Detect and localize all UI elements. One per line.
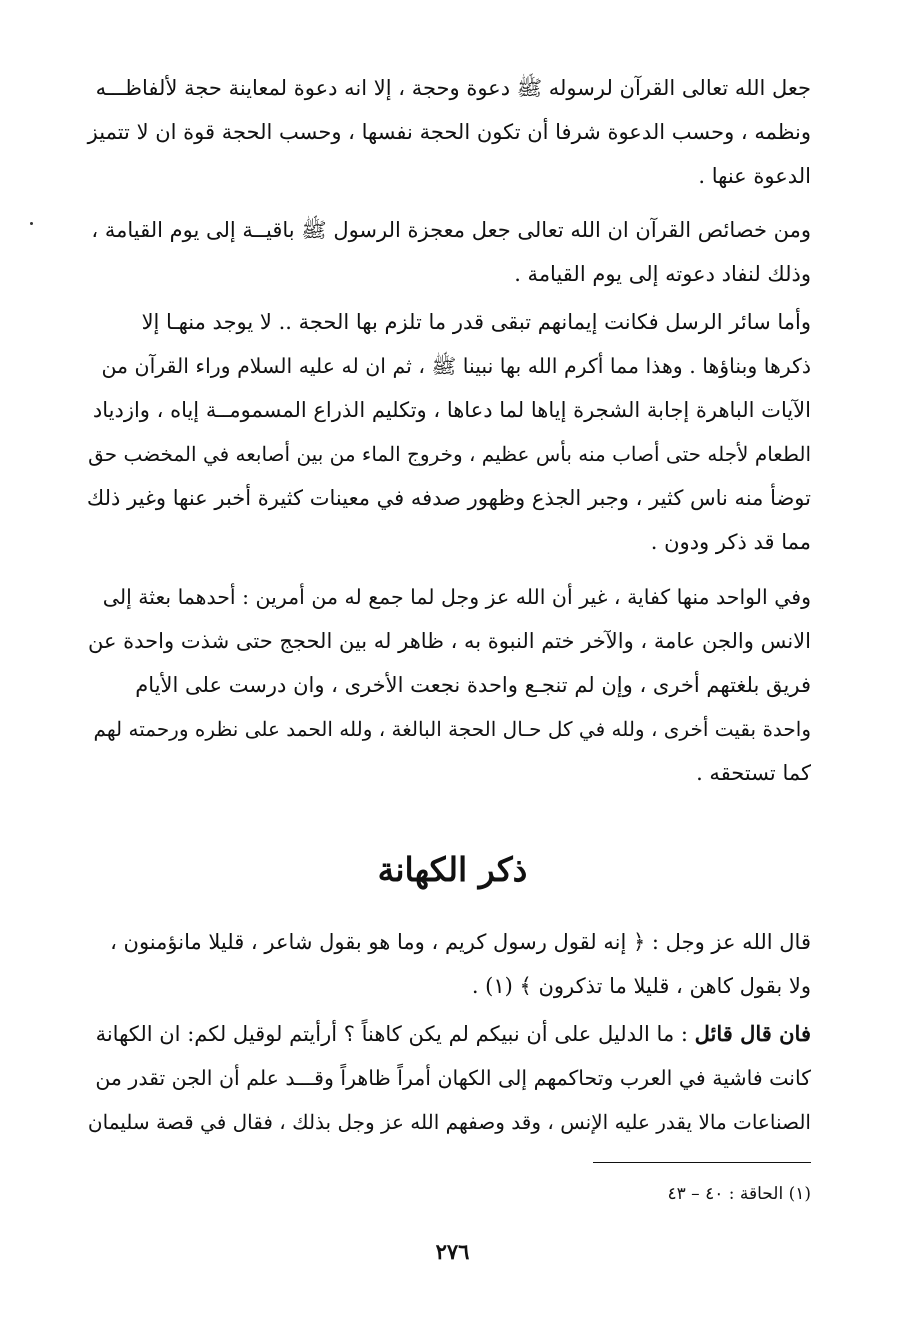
text-line: جعل الله تعالى القرآن لرسوله ﷺ دعوة وحجة ، إلا انه دعوة لمعاينة حجة لألفاظـــه [95, 76, 811, 100]
paragraph-5 [87, 920, 811, 1008]
text-line: كما تستحقه . [696, 761, 811, 785]
text-line: وأما سائر الرسل فكانت إيمانهم تبقى قدر ما تلزم بها الحجة .. لا يوجد منهـا إلا [141, 310, 811, 334]
text-line: الصناعات مالا يقدر عليه الإنس ، وقد وصفهم الله عز وجل بذلك ، فقال في قصة سليمان [87, 1110, 811, 1134]
paragraph-4 [87, 575, 811, 795]
footnote-divider [593, 1162, 811, 1163]
text-line: قال الله عز وجل : ﴿ إنه لقول رسول كريم ، وما هو بقول شاعر ، قليلا مانؤمنون ، [110, 930, 811, 954]
footnote: (١) الحاقة : ٤٠ – ٤٣ [667, 1184, 811, 1204]
text-line: ومن خصائص القرآن ان الله تعالى جعل معجزة الرسول ﷺ باقيــة إلى يوم القيامة ، [91, 218, 811, 242]
paragraph-1 [87, 66, 811, 198]
text-line: كانت فاشية في العرب وتحاكمهم إلى الكهان أمراً ظاهراً وقـــد علم أن الجن تقدر من [95, 1066, 811, 1090]
text-line: مما قد ذكر ودون . [650, 530, 811, 554]
paragraph-3 [87, 300, 811, 564]
text-line: ولا بقول كاهن ، قليلا ما تذكرون ﴾ (١) . [471, 974, 811, 998]
text-line: ذكرها وبناؤها . وهذا مما أكرم الله بها نبينا ﷺ ، ثم ان له عليه السلام وراء القرآن من [101, 354, 811, 378]
section-heading: ذكر الكهانة [377, 850, 528, 889]
text-line: الآيات الباهرة إجابة الشجرة إياها لما دعاها ، وتكليم الذراع المسمومــة إياه ، وازدياد [92, 398, 811, 422]
paragraph-6 [87, 1012, 811, 1144]
text-line: الطعام لأجله حتى أصاب منه بأس عظيم ، وخروج الماء من بين أصابعه في المخضب حق [88, 442, 811, 466]
text-line [87, 1012, 811, 1056]
text-line: الدعوة عنها . [698, 164, 811, 188]
page-number: ٢٧٦ [435, 1239, 470, 1264]
text-span: : ما الدليل على أن نبيكم لم يكن كاهناً ؟ أرأيتم لوقيل لكم: ان الكهانة [95, 1022, 695, 1046]
text-line: فريق بلغتهم أخرى ، وإن لم تنجـع واحدة نجعت الأخرى ، وان درست على الأيام [135, 673, 811, 697]
text-line: توضأ منه ناس كثير ، وجبر الجذع وظهور صدفه في معينات كثيرة أخبر عنها وغير ذلك [86, 486, 811, 510]
text-line: واحدة بقيت أخرى ، ولله في كل حـال الحجة البالغة ، ولله الحمد على نظره ورحمته لهم [93, 717, 811, 741]
text-line: الانس والجن عامة ، والآخر ختم النبوة به ، ظاهر له بين الحجج حتى شذت واحدة عن [87, 629, 811, 653]
bold-lead-phrase: فان قال قائل [694, 1021, 811, 1046]
text-line: وذلك لنفاد دعوته إلى يوم القيامة . [514, 262, 811, 286]
text-line: وفي الواحد منها كفاية ، غير أن الله عز وجل لما جمع له من أمرين : أحدهما بعثة إلى [102, 585, 811, 609]
margin-mark [30, 222, 33, 225]
paragraph-2 [87, 208, 811, 296]
text-line: ونظمه ، وحسب الدعوة شرفا أن تكون الحجة نفسها ، وحسب الحجة قوة ان لا تتميز [87, 120, 811, 144]
